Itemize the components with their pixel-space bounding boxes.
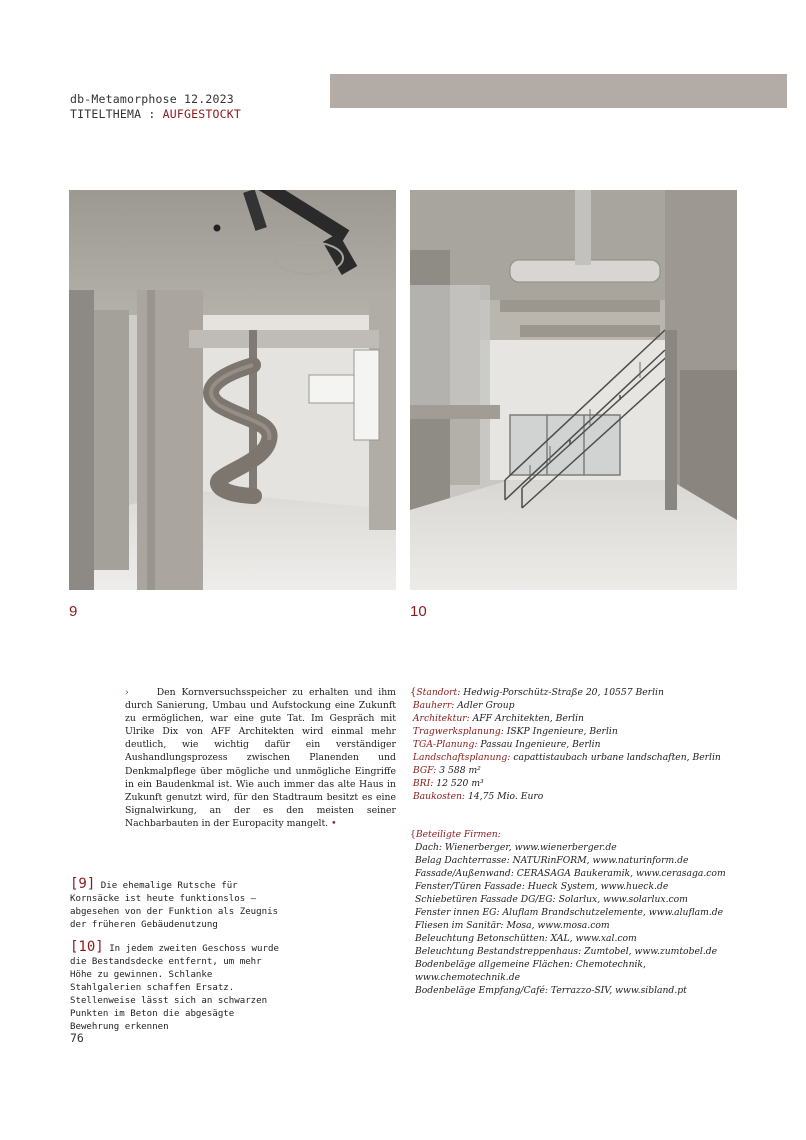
paragraph-marker: › xyxy=(125,687,129,698)
fact-tragwerksplanung: Tragwerksplanung: ISKP Ingenieure, Berlin xyxy=(412,726,618,737)
firm-item: Fenster/Türen Fassade: Hueck System, www.hueck.de xyxy=(415,881,669,892)
firm-item: Dach: Wienerberger, www.wienerberger.de xyxy=(415,842,617,853)
project-facts xyxy=(410,686,740,803)
running-header xyxy=(70,92,241,122)
photo-spiral-slide xyxy=(69,190,396,590)
fact-baukosten: Baukosten: 14,75 Mio. Euro xyxy=(412,791,544,802)
figure-number-10: 10 xyxy=(410,603,427,620)
firm-item: Beleuchtung Bestandstreppenhaus: Zumtobel, www.zumtobel.de xyxy=(415,946,718,957)
firm-item: Fenster innen EG: Aluflam Brandschutzelemente, www.aluflam.de xyxy=(415,907,724,918)
firm-item: Schiebetüren Fassade DG/EG: Solarlux, www.solarlux.com xyxy=(415,894,688,905)
caption-9 xyxy=(70,878,285,932)
fact-landschaftsplanung: Landschaftsplanung: capattistaubach urbane landschaften, Berlin xyxy=(412,752,721,763)
firm-item: Beleuchtung Betonschütten: XAL, www.xal.com xyxy=(415,933,637,944)
firm-item: Bodenbeläge allgemeine Flächen: Chemotechnik, www.chemotechnik.de xyxy=(415,959,646,983)
fact-architektur: Architektur: AFF Architekten, Berlin xyxy=(412,713,584,724)
body-paragraph xyxy=(125,686,396,830)
page-number: 76 xyxy=(70,1031,84,1045)
fact-tga-planung: TGA-Planung: Passau Ingenieure, Berlin xyxy=(412,739,601,750)
caption-number: [9] xyxy=(70,876,96,892)
firms-title: {Beteiligte Firmen: xyxy=(410,829,501,840)
caption-number: [10] xyxy=(70,939,104,955)
end-mark: • xyxy=(331,817,337,829)
section-topic: AUFGESTOCKT xyxy=(162,107,241,121)
caption-text: In jedem zweiten Geschoss wurde die Bestandsdecke entfernt, um mehr Höhe zu gewinnen. Schlanke Stahlgalerien schaffen Ersatz. Stellenweise lässt sich an schwarzen Punkten im Beton die abgesägte Bewehrung erkennen xyxy=(70,944,279,1032)
fact-bgf: BGF: 3 588 m² xyxy=(412,765,481,776)
fact-standort: {Standort: Hedwig-Porschütz-Straße 20, 10557 Berlin xyxy=(410,687,664,698)
caption-text: Die ehemalige Rutsche für Kornsäcke ist heute funktionslos – abgesehen von der Funktion als Zeugnis der früheren Gebäudenutzung xyxy=(70,881,279,930)
firm-item: Belag Dachterrasse: NATURinFORM, www.naturinform.de xyxy=(415,855,689,866)
participating-firms xyxy=(410,828,740,997)
header-color-bar xyxy=(330,74,787,108)
firm-item: Fassade/Außenwand: CERASAGA Baukeramik, www.cerasaga.com xyxy=(415,868,726,879)
fact-bauherr: Bauherr: Adler Group xyxy=(412,700,515,711)
body-text: Den Kornversuchsspeicher zu erhalten und ihm durch Sanierung, Umbau und Aufstockung eine Zukunft zu ermöglichen, war eine gute Tat. Im Gespräch mit Ulrike Dix von AFF Architekten wird einmal mehr deutlich, wie wichtig dafür ein verständiger Aushandlungsprozess zwischen Planenden und Denkmalpflege über mögliche und unmögliche Eingriffe in ein Baudenkmal ist. Wie auch immer das alte Haus in Zukunft genutzt wird, für den Stadtraum besitzt es eine Signalwirkung, an der es den meisten seiner Nachbarbauten in der Europacity mangelt. xyxy=(125,687,396,829)
firm-item: Bodenbeläge Empfang/Café: Terrazzo-SIV, www.sibland.pt xyxy=(415,985,687,996)
magazine-issue: db-Metamorphose 12.2023 xyxy=(70,92,234,106)
caption-10 xyxy=(70,941,285,1034)
section-label: TITELTHEMA : AUFGESTOCKT xyxy=(70,107,241,121)
figure-number-9: 9 xyxy=(69,603,78,620)
firm-item: Fliesen im Sanitär: Mosa, www.mosa.com xyxy=(415,920,610,931)
photo-steel-gallery-stair xyxy=(410,190,737,590)
fact-bri: BRI: 12 520 m³ xyxy=(412,778,484,789)
